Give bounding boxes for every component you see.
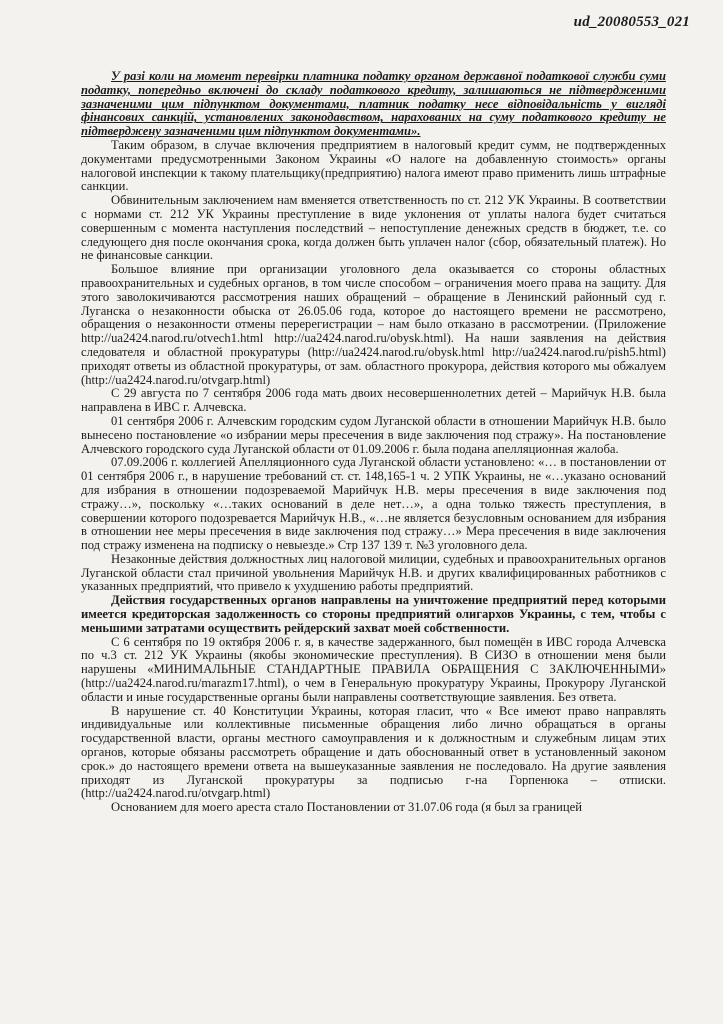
paragraph-quote-ukrainian: У разі коли на момент перевірки платника податку органом державної податкової служби суми податку, попередньо включені до складу податкового кредиту, залишаються не підтвердженими зазначеними цим підпунктом документами, платник податку несе відповідальність у вигляді фінансових санкцій, установлених законодавством, нарахованих на суму податкового кредиту не підтверджену зазначеними цим підпунктом документами». xyxy=(81,69,666,139)
paragraph-illegal-actions: Незаконные действия должностных лиц налоговой милиции, судебных и правоохранительных органов Луганской области стал причиной увольнения Марийчук Н.В. и других квалифицированных работников с указанных предприятий, что привело к ухудшению работы предприятий. xyxy=(81,551,666,594)
document-id: ud_20080553_021 xyxy=(573,14,690,30)
paragraph-tax-credit: Таким образом, в случае включения предприятием в налоговый кредит сумм, не подтвержденных документами предусмотренными Законом Украины «О налоге на добавленную стоимость» органы налоговой инспекции к такому плательщику(предприятию) налога имеют право применить лишь штрафные санкции. xyxy=(81,137,666,194)
document-body xyxy=(81,70,666,815)
paragraph-arrest-basis: Основанием для моего ареста стало Постановлении от 31.07.06 года (я был за границей xyxy=(111,800,582,815)
paragraph-constitution: В нарушение ст. 40 Конституции Украины, которая гласит, что « Все имеют право направлять индивидуальные или коллективные письменные обращения либо лично обращаться в органы государственной власти, органы местного самоуправления и к должностным и служебным лицам этих органов, которые обязаны рассмотреть обращение и дать обоснованный ответ в установленный законом срок.» до настоящего времени ответа на вышеуказанные заявления не последовало. На другие заявления приходят из Луганской прокуратуры за подписью г-на Горпенюка – отписки. (http://ua2424.narod.ru/otvgarp.html) xyxy=(81,703,666,801)
paragraph-detention-dates: С 29 августа по 7 сентября 2006 года мать двоих несовершеннолетних детей – Марийчук Н.В. была направлена в ИВС г. Алчевска. xyxy=(81,386,666,415)
paragraph-state-actions: Действия государственных органов направлены на уничтожение предприятий перед которыми имеется кредиторская задолженность со стороны предприятий олигархов Украины, с тем, чтобы с меньшими затратами осуществить рейдерский захват моей собственности. xyxy=(81,593,666,635)
paragraph-court-ruling: 01 сентября 2006 г. Алчевским городским судом Луганской области в отношении Марийчук Н.В. было вынесено постановление «о избрании меры пресечения в виде заключения под стражу». На постановление Алчевского городского суда Луганской области от 01.09.2006 г. была подана апелляционная жалоба. xyxy=(81,413,666,456)
paragraph-detention: С 6 сентября по 19 октября 2006 г. я, в качестве задержанного, был помещён в ИВС города Алчевска по ч.3 ст. 212 УК Украины (якобы экономические преступления). В СИЗО в отношении меня были нарушены «МИНИМАЛЬНЫЕ СТАНДАРТНЫЕ ПРАВИЛА ОБРАЩЕНИЯ С ЗАКЛЮЧЕННЫМИ» (http://ua2424.narod.ru/marazm17.html), о чем в Генеральную прокуратуру Украины, Прокурору Луганской области и иные государственные органы были направлены соответствующие заявления. Без ответа. xyxy=(81,634,666,704)
paragraph-indictment: Обвинительным заключением нам вменяется ответственность по ст. 212 УК Украины. В соответствии с нормами ст. 212 УК Украины преступление в виде уклонения от уплаты налога будет считаться совершенным с момента наступления последствий – непоступление денежных средств в бюджет, т.е. со следующего дня после окончания срока, когда должен быть уплачен налог (сбор, обязательный платеж). Но не финансовые санкции. xyxy=(81,193,666,263)
paragraph-appeal-court: 07.09.2006 г. коллегией Апелляционного суда Луганской области установлено: «… в постановлении от 01 сентября 2006 г., в нарушение требований ст. ст. 148,165-1 ч. 2 УПК Украины, не «…указано оснований для избрания в отношении подозреваемой Марийчук Н.В. меры пресечения в виде заключения под стражу…», поскольку «…таких оснований в деле нет…», а одна только тяжесть преступления, в совершении которого подозревается Марийчук Н.В., «…не является безусловным основанием для избрания в отношении нее меры пресечения в виде заключения под стражу…» Мера пресечения в виде заключения под стражу изменена на подписку о невыезде.» Стр 137 139 т. №3 уголовного дела. xyxy=(81,455,666,553)
paragraph-influence: Большое влияние при организации уголовного дела оказывается со стороны областных правоохранительных и судебных органов, в том числе способом – ограничения моего права на защиту. Для этого заволокичиваются рассмотрения наших обращений – обращение в Ленинский районный суд г. Луганска о незаконности обыска от 26.05.06 года, которое до настоящего времени не рассмотрено, обращения о незаконности отмены перерегистрации – нам было отказано в рассмотрении. (Приложение http://ua2424.narod.ru/otvech1.html http://ua2424.narod.ru/obysk.html). На наши заявления на действия следователя и областной прокуратуры (http://ua2424.narod.ru/obysk.html http://ua2424.narod.ru/pish5.html) приходят ответы из областной прокуратуры, от зам. областного прокурора, действия которого мы обжалуем (http://ua2424.narod.ru/otvgarp.html) xyxy=(81,262,666,387)
